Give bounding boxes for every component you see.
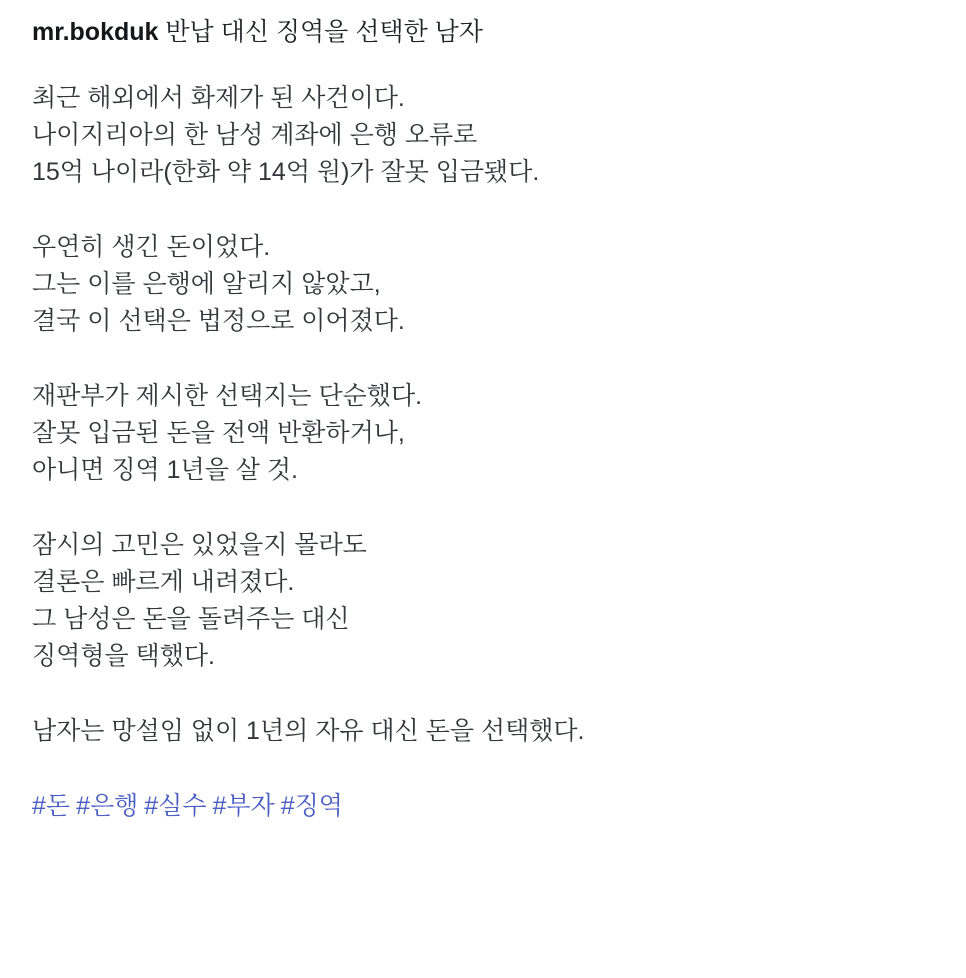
text-line: 그 남성은 돈을 돌려주는 대신 — [32, 605, 350, 634]
paragraph-5 — [32, 713, 934, 750]
post-title: 반납 대신 징역을 선택한 남자 — [165, 18, 483, 46]
author-name[interactable]: mr.bokduk — [32, 18, 159, 46]
paragraph-4 — [32, 527, 934, 675]
text-line: 결론은 빠르게 내려졌다. — [32, 568, 295, 597]
paragraph-2 — [32, 229, 934, 340]
text-line: 나이지리아의 한 남성 계좌에 은행 오류로 — [32, 121, 478, 150]
hashtag-item[interactable]: #은행 — [76, 792, 139, 821]
text-line: 남자는 망설임 없이 1년의 자유 대신 돈을 선택했다. — [32, 717, 585, 746]
text-line: 재판부가 제시한 선택지는 단순했다. — [32, 382, 423, 411]
post-header — [32, 14, 934, 50]
text-line: 그는 이를 은행에 알리지 않았고, — [32, 270, 381, 299]
text-line: 우연히 생긴 돈이었다. — [32, 233, 271, 262]
text-line: 아니면 징역 1년을 살 것. — [32, 456, 298, 485]
text-line: 결국 이 선택은 법정으로 이어졌다. — [32, 307, 405, 336]
text-line: 잠시의 고민은 있었을지 몰라도 — [32, 531, 367, 560]
paragraph-1 — [32, 80, 934, 191]
text-line: 최근 해외에서 화제가 된 사건이다. — [32, 84, 405, 113]
text-line: 징역형을 택했다. — [32, 642, 215, 671]
hashtag-list — [32, 788, 934, 824]
hashtag-item[interactable]: #부자 — [212, 792, 275, 821]
paragraph-3 — [32, 378, 934, 489]
hashtag-item[interactable]: #징역 — [280, 792, 343, 821]
text-line: 잘못 입금된 돈을 전액 반환하거나, — [32, 419, 405, 448]
hashtag-item[interactable]: #실수 — [144, 792, 207, 821]
text-line: 15억 나이라(한화 약 14억 원)가 잘못 입금됐다. — [32, 158, 540, 187]
hashtag-item[interactable]: #돈 — [32, 792, 71, 821]
